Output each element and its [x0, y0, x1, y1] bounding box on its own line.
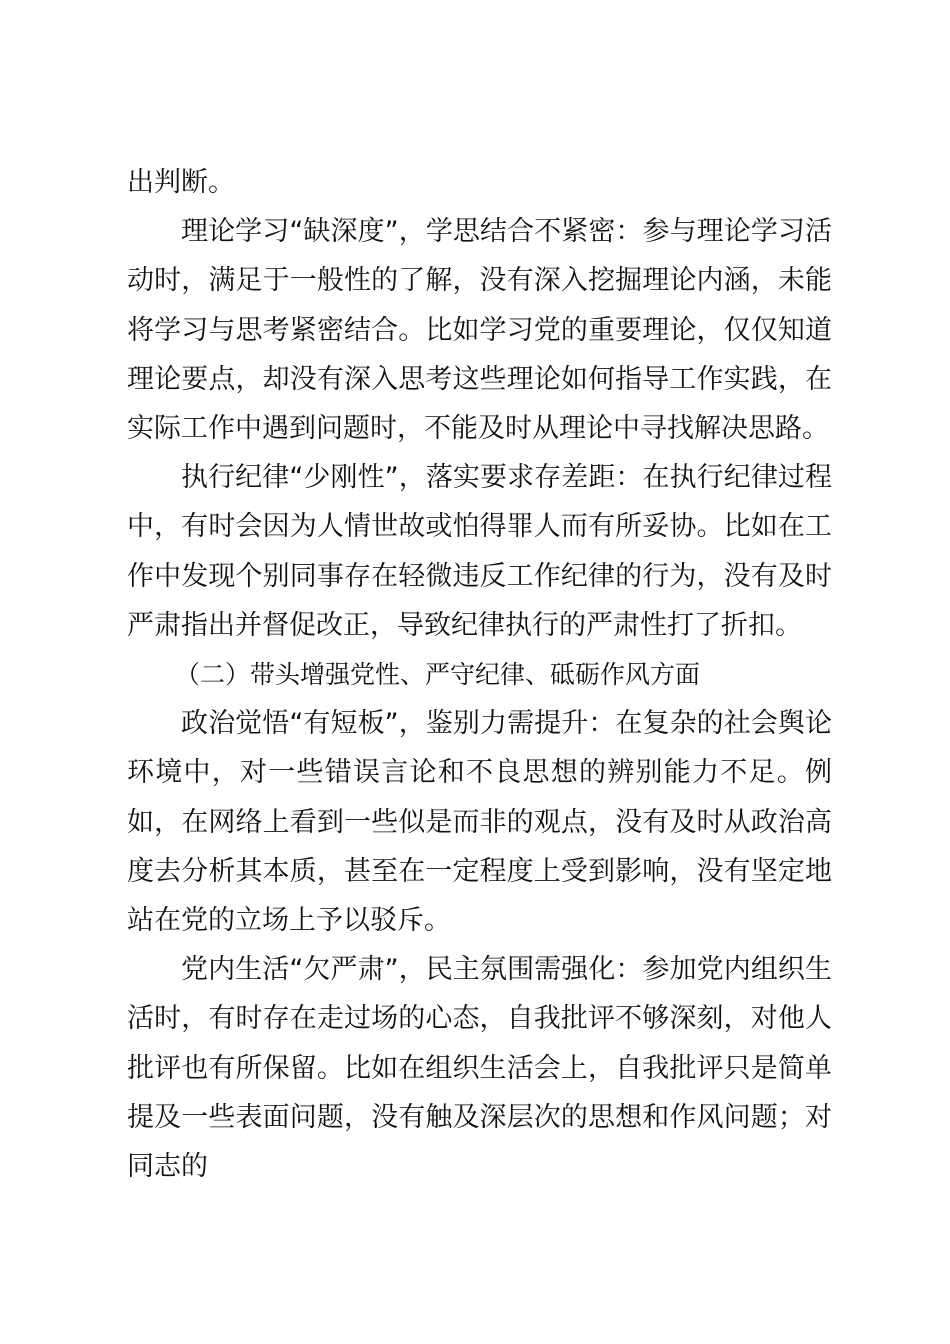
paragraph-political-awareness: 政治觉悟“有短板”，鉴别力需提升：在复杂的社会舆论环境中，对一些错误言论和不良思想的辨别能力不足。例如，在网络上看到一些似是而非的观点，没有及时从政治高度去分析其本质，甚至在一定程度上受到影响，没有坚定地站在党的立场上予以驳斥。 [127, 708, 832, 937]
paragraph-discipline: 执行纪律“少刚性”，落实要求存差距：在执行纪律过程中，有时会因为人情世故或怕得罪人而有所妥协。比如在工作中发现个别同事存在轻微违反工作纪律的行为，没有及时严肃指出并督促改正，导致纪律执行的严肃性打了折扣。 [127, 462, 832, 641]
paragraph-continuation: 出判断。 [127, 167, 235, 198]
document-body [127, 158, 832, 1191]
paragraph-theory-study: 理论学习“缺深度”，学思结合不紧密：参与理论学习活动时，满足于一般性的了解，没有深入挖掘理论内涵，未能将学习与思考紧密结合。比如学习党的重要理论，仅仅知道理论要点，却没有深入思考这些理论如何指导工作实践，在实际工作中遇到问题时，不能及时从理论中寻找解决思路。 [127, 216, 832, 445]
paragraph-party-life: 党内生活“欠严肃”，民主氛围需强化：参加党内组织生活时，有时存在走过场的心态，自我批评不够深刻，对他人批评也有所保留。比如在组织生活会上，自我批评只是简单提及一些表面问题，没有触及深层次的思想和作风问题；对同志的 [127, 954, 832, 1183]
section-heading-2: （二）带头增强党性、严守纪律、砥砺作风方面 [175, 660, 701, 690]
